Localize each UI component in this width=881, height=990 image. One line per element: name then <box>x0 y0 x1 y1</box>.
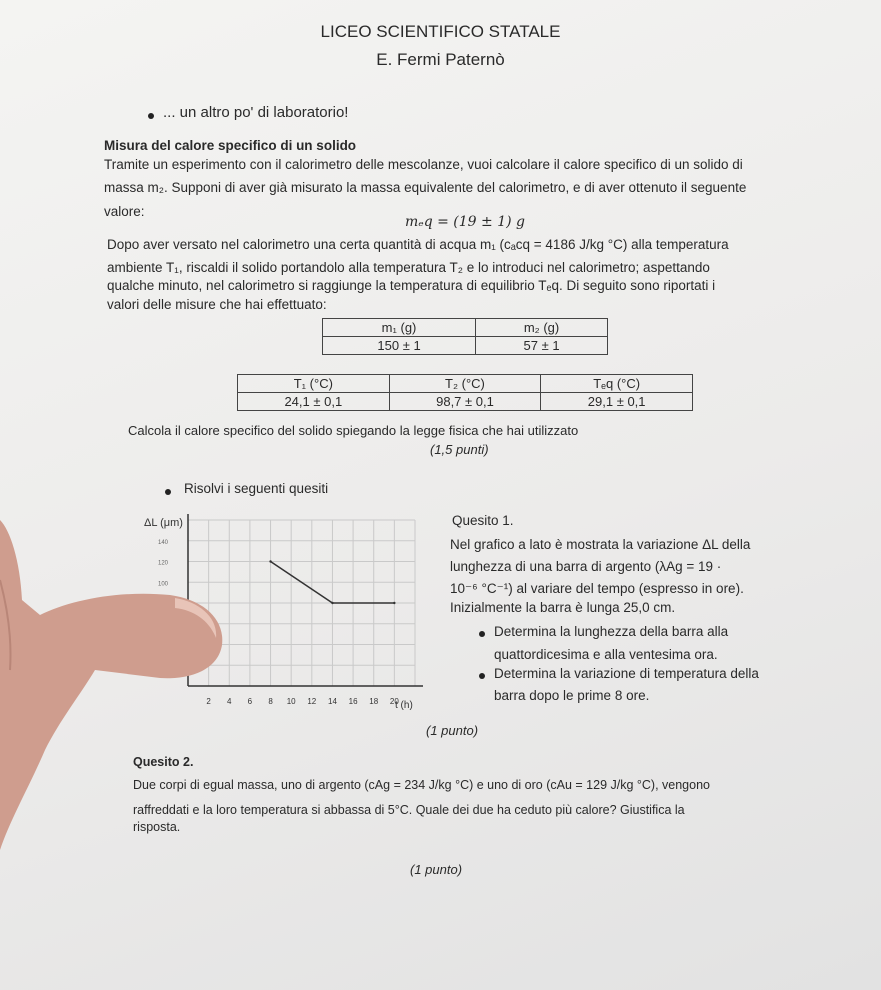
x-tick-label: 20 <box>389 697 399 706</box>
y-tick-label: 120 <box>157 560 168 567</box>
q1-line: Inizialmente la barra è lunga 25,0 cm. <box>450 600 676 615</box>
table-cell: 150 ± 1 <box>323 337 476 355</box>
table-header: T₂ (°C) <box>389 375 541 393</box>
table-header: m₁ (g) <box>323 319 476 337</box>
data-point <box>331 602 333 604</box>
paragraph-line: ambiente T₁, riscaldi il solido portandolo alla temperatura T₂ e lo introduci nel calorimetro; aspettando <box>107 260 710 275</box>
section2-intro: Risolvi i seguenti quesiti <box>184 481 329 496</box>
table-cell: 24,1 ± 0,1 <box>238 393 390 411</box>
formula-meq: mₑq = (19 ± 1) g <box>405 214 525 230</box>
q1-sub-line: barra dopo le prime 8 ore. <box>494 688 650 703</box>
x-tick-label: 12 <box>307 697 317 706</box>
q1-sub-line: quattordicesima e alla ventesima ora. <box>494 647 718 662</box>
q2-line: raffreddati e la loro temperatura si abbassa di 5°C. Quale dei due ha ceduto più calore? Giustifica la <box>133 803 685 817</box>
x-tick-label: 10 <box>286 697 296 706</box>
x-tick-label: 4 <box>227 697 232 706</box>
q1-sub-line: Determina la variazione di temperatura della <box>494 666 759 681</box>
points-label: (1 punto) <box>426 723 479 738</box>
section-title: Misura del calore specifico di un solido <box>104 138 357 153</box>
y-tick-label: 140 <box>157 539 168 546</box>
x-tick-label: 2 <box>206 697 211 706</box>
temperature-table <box>237 374 693 411</box>
hand-photo <box>0 520 240 850</box>
paragraph-line: valore: <box>104 204 145 219</box>
data-point <box>269 560 271 562</box>
bullet-icon <box>479 673 485 679</box>
q1-title: Quesito 1. <box>452 513 514 528</box>
q2-title: Quesito 2. <box>133 755 194 769</box>
paragraph-line: massa m₂. Supponi di aver già misurato la massa equivalente del calorimetro, e di aver ottenuto il seguente <box>104 180 747 195</box>
mass-table <box>322 318 608 355</box>
paragraph-line: Tramite un esperimento con il calorimetro delle mescolanze, vuoi calcolare il calore specifico di un solido di <box>104 157 743 172</box>
x-tick-label: 8 <box>268 697 273 706</box>
x-tick-label: 6 <box>247 697 253 706</box>
paragraph-line: Dopo aver versato nel calorimetro una certa quantità di acqua m₁ (cₐcq = 4186 J/kg °C) alla temperatura <box>107 237 729 252</box>
y-axis-label: ΔL (μm) <box>144 517 183 529</box>
q2-line: Due corpi di egual massa, uno di argento (cAg = 234 J/kg °C) e uno di oro (cAu = 129 J/kg °C), vengono <box>133 778 710 792</box>
table-header: Tₑq (°C) <box>541 375 693 393</box>
data-point <box>393 602 395 604</box>
table-cell: 29,1 ± 0,1 <box>541 393 693 411</box>
bullet-icon <box>148 113 154 119</box>
task-text: Calcola il calore specifico del solido spiegando la legge fisica che hai utilizzato <box>128 423 579 438</box>
q1-line: Nel grafico a lato è mostrata la variazione ΔL della <box>450 537 751 552</box>
paragraph-line: valori delle misure che hai effettuato: <box>107 297 327 312</box>
q2-line: risposta. <box>133 820 181 834</box>
q1-line: lunghezza di una barra di argento (λAg = 19 · <box>450 559 722 574</box>
x-tick-label: 14 <box>328 697 337 706</box>
table-header: m₂ (g) <box>476 319 608 337</box>
paragraph-line: qualche minuto, nel calorimetro si raggiunge la temperatura di equilibrio Tₑq. Di seguito sono riportati i <box>107 278 716 293</box>
table-cell: 98,7 ± 0,1 <box>389 393 541 411</box>
x-axis-label: t (h) <box>395 700 413 711</box>
points-label: (1,5 punti) <box>430 442 489 457</box>
table-header: T₁ (°C) <box>238 375 390 393</box>
bullet-icon <box>479 631 485 637</box>
bullet-icon <box>165 489 171 495</box>
y-tick-label: 100 <box>157 581 168 588</box>
points-label: (1 punto) <box>410 862 463 877</box>
x-tick-label: 18 <box>369 697 379 706</box>
x-tick-label: 16 <box>348 697 358 706</box>
q1-sub-line: Determina la lunghezza della barra alla <box>494 624 729 639</box>
table-cell: 57 ± 1 <box>476 337 608 355</box>
school-header: LICEO SCIENTIFICO STATALE <box>320 22 561 41</box>
intro-text: ... un altro po' di laboratorio! <box>163 104 349 121</box>
school-name: E. Fermi Paternò <box>376 50 505 69</box>
q1-line: 10⁻⁶ °C⁻¹) al variare del tempo (espresso in ore). <box>450 581 744 596</box>
